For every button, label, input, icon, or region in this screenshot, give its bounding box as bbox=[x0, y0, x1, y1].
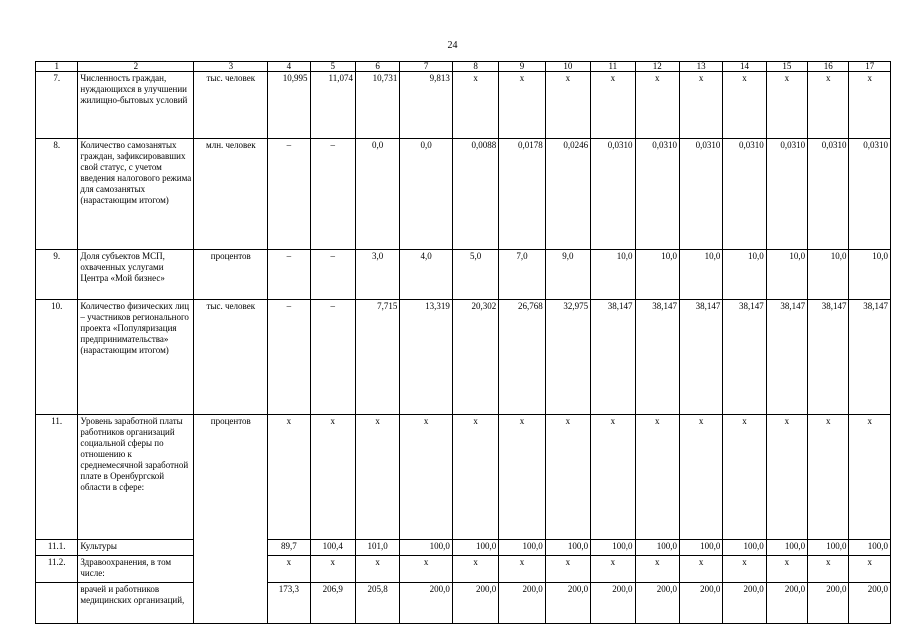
value-cell: 200,0 bbox=[591, 583, 635, 624]
value-cell: х bbox=[679, 556, 722, 583]
value-cell: 38,147 bbox=[679, 300, 722, 415]
value-cell: 38,147 bbox=[766, 300, 807, 415]
indicator-name: Доля субъектов МСП, охваченных услугами Центра «Мой бизнес» bbox=[78, 250, 194, 300]
header-cell: 11 bbox=[591, 62, 635, 72]
value-cell: 0,0310 bbox=[591, 139, 635, 250]
value-cell: 10,0 bbox=[808, 250, 849, 300]
value-cell: х bbox=[591, 72, 635, 139]
value-cell: – bbox=[310, 300, 355, 415]
value-cell: – bbox=[268, 250, 310, 300]
row-number: 9. bbox=[36, 250, 78, 300]
value-cell: 26,768 bbox=[499, 300, 545, 415]
value-cell: х bbox=[310, 415, 355, 540]
value-cell: х bbox=[268, 415, 310, 540]
table-row bbox=[36, 583, 891, 624]
value-cell: 0,0178 bbox=[499, 139, 545, 250]
value-cell: х bbox=[849, 556, 891, 583]
value-cell: 0,0310 bbox=[808, 139, 849, 250]
header-cell: 7 bbox=[400, 62, 452, 72]
indicator-name: Численность граждан, нуждающихся в улучшении жилищно-бытовых условий bbox=[78, 72, 194, 139]
header-cell: 13 bbox=[679, 62, 722, 72]
value-cell: 38,147 bbox=[808, 300, 849, 415]
value-cell: 100,0 bbox=[766, 540, 807, 556]
value-cell: х bbox=[766, 72, 807, 139]
value-cell: х bbox=[499, 556, 545, 583]
header-cell: 10 bbox=[545, 62, 590, 72]
value-cell: х bbox=[452, 556, 498, 583]
header-row bbox=[36, 62, 891, 72]
value-cell: х bbox=[723, 72, 766, 139]
value-cell: 100,0 bbox=[808, 540, 849, 556]
row-number: 11. bbox=[36, 415, 78, 540]
value-cell: х bbox=[545, 556, 590, 583]
value-cell: 38,147 bbox=[849, 300, 891, 415]
header-cell: 16 bbox=[808, 62, 849, 72]
value-cell: х bbox=[545, 72, 590, 139]
value-cell: х bbox=[723, 415, 766, 540]
value-cell: 13,319 bbox=[400, 300, 452, 415]
value-cell: х bbox=[766, 556, 807, 583]
value-cell: 100,0 bbox=[679, 540, 722, 556]
table-row bbox=[36, 300, 891, 415]
header-cell: 4 bbox=[268, 62, 310, 72]
row-number: 11.2. bbox=[36, 556, 78, 583]
value-cell: 200,0 bbox=[766, 583, 807, 624]
value-cell: х bbox=[808, 556, 849, 583]
value-cell: 100,4 bbox=[310, 540, 355, 556]
value-cell: 9,0 bbox=[545, 250, 590, 300]
row-number: 10. bbox=[36, 300, 78, 415]
value-cell: 7,0 bbox=[499, 250, 545, 300]
value-cell: 173,3 bbox=[268, 583, 310, 624]
value-cell: х bbox=[591, 556, 635, 583]
value-cell: 32,975 bbox=[545, 300, 590, 415]
value-cell: х bbox=[679, 415, 722, 540]
value-cell: 0,0310 bbox=[723, 139, 766, 250]
value-cell: 38,147 bbox=[591, 300, 635, 415]
value-cell: х bbox=[635, 415, 679, 540]
table-row bbox=[36, 139, 891, 250]
header-cell: 17 bbox=[849, 62, 891, 72]
header-cell: 12 bbox=[635, 62, 679, 72]
value-cell: х bbox=[452, 72, 498, 139]
value-cell: 4,0 bbox=[400, 250, 452, 300]
header-cell: 2 bbox=[78, 62, 194, 72]
value-cell: 200,0 bbox=[849, 583, 891, 624]
value-cell: 38,147 bbox=[635, 300, 679, 415]
value-cell: х bbox=[452, 415, 498, 540]
value-cell: х bbox=[310, 556, 355, 583]
value-cell: х bbox=[355, 556, 399, 583]
value-cell: х bbox=[545, 415, 590, 540]
value-cell: 100,0 bbox=[452, 540, 498, 556]
value-cell: 5,0 bbox=[452, 250, 498, 300]
table-row bbox=[36, 250, 891, 300]
value-cell: х bbox=[766, 415, 807, 540]
header-cell: 6 bbox=[355, 62, 399, 72]
value-cell: 200,0 bbox=[808, 583, 849, 624]
row-number: 8. bbox=[36, 139, 78, 250]
value-cell: 100,0 bbox=[400, 540, 452, 556]
value-cell: 10,0 bbox=[849, 250, 891, 300]
value-cell: х bbox=[849, 415, 891, 540]
header-cell: 3 bbox=[194, 62, 268, 72]
value-cell: х bbox=[400, 415, 452, 540]
value-cell: 100,0 bbox=[499, 540, 545, 556]
value-cell: 10,0 bbox=[766, 250, 807, 300]
value-cell: 100,0 bbox=[591, 540, 635, 556]
value-cell: х bbox=[268, 556, 310, 583]
value-cell: 200,0 bbox=[679, 583, 722, 624]
table-row bbox=[36, 415, 891, 540]
value-cell: – bbox=[310, 139, 355, 250]
header-cell: 1 bbox=[36, 62, 78, 72]
value-cell: х bbox=[635, 556, 679, 583]
value-cell: х bbox=[499, 72, 545, 139]
value-cell: 10,995 bbox=[268, 72, 310, 139]
value-cell: 0,0310 bbox=[679, 139, 722, 250]
value-cell: 10,0 bbox=[679, 250, 722, 300]
value-cell: х bbox=[400, 556, 452, 583]
unit-cell: процентов bbox=[194, 250, 268, 300]
value-cell: 0,0 bbox=[400, 139, 452, 250]
value-cell: х bbox=[849, 72, 891, 139]
unit-cell: млн. человек bbox=[194, 139, 268, 250]
value-cell: 205,8 bbox=[355, 583, 399, 624]
value-cell: 200,0 bbox=[723, 583, 766, 624]
indicators-table bbox=[35, 61, 891, 624]
indicator-name: Здравоохранения, в том числе: bbox=[78, 556, 194, 583]
value-cell: х bbox=[635, 72, 679, 139]
value-cell: 0,0088 bbox=[452, 139, 498, 250]
value-cell: 10,0 bbox=[635, 250, 679, 300]
unit-cell: тыс. человек bbox=[194, 72, 268, 139]
value-cell: 20,302 bbox=[452, 300, 498, 415]
value-cell: – bbox=[268, 300, 310, 415]
value-cell: 3,0 bbox=[355, 250, 399, 300]
value-cell: 100,0 bbox=[849, 540, 891, 556]
value-cell: 0,0310 bbox=[635, 139, 679, 250]
value-cell: х bbox=[808, 72, 849, 139]
value-cell: 206,9 bbox=[310, 583, 355, 624]
value-cell: 0,0310 bbox=[766, 139, 807, 250]
header-cell: 9 bbox=[499, 62, 545, 72]
value-cell: 10,0 bbox=[723, 250, 766, 300]
value-cell: 0,0310 bbox=[849, 139, 891, 250]
value-cell: 200,0 bbox=[499, 583, 545, 624]
value-cell: х bbox=[679, 72, 722, 139]
value-cell: – bbox=[310, 250, 355, 300]
value-cell: 0,0 bbox=[355, 139, 399, 250]
value-cell: х bbox=[591, 415, 635, 540]
value-cell: – bbox=[268, 139, 310, 250]
value-cell: 10,0 bbox=[591, 250, 635, 300]
value-cell: х bbox=[723, 556, 766, 583]
value-cell: 38,147 bbox=[723, 300, 766, 415]
value-cell: х bbox=[808, 415, 849, 540]
value-cell: х bbox=[355, 415, 399, 540]
row-number: 7. bbox=[36, 72, 78, 139]
value-cell: 0,0246 bbox=[545, 139, 590, 250]
value-cell: 10,731 bbox=[355, 72, 399, 139]
page-number: 24 bbox=[447, 40, 458, 51]
value-cell: 200,0 bbox=[400, 583, 452, 624]
value-cell: 100,0 bbox=[723, 540, 766, 556]
value-cell: 7,715 bbox=[355, 300, 399, 415]
value-cell: 9,813 bbox=[400, 72, 452, 139]
value-cell: 200,0 bbox=[452, 583, 498, 624]
value-cell: 200,0 bbox=[635, 583, 679, 624]
table-row bbox=[36, 540, 891, 556]
value-cell: 100,0 bbox=[635, 540, 679, 556]
row-number bbox=[36, 583, 78, 624]
indicator-name: Количество физических лиц – участников регионального проекта «Популяризация предпринимательства» (нарастающим итогом) bbox=[78, 300, 194, 415]
header-cell: 14 bbox=[723, 62, 766, 72]
header-cell: 5 bbox=[310, 62, 355, 72]
unit-cell: процентов bbox=[194, 415, 268, 624]
unit-cell: тыс. человек bbox=[194, 300, 268, 415]
row-number: 11.1. bbox=[36, 540, 78, 556]
value-cell: 11,074 bbox=[310, 72, 355, 139]
value-cell: 101,0 bbox=[355, 540, 399, 556]
value-cell: 100,0 bbox=[545, 540, 590, 556]
indicator-name: Культуры bbox=[78, 540, 194, 556]
header-cell: 8 bbox=[452, 62, 498, 72]
indicator-name: врачей и работников медицинских организаций, bbox=[78, 583, 194, 624]
indicator-name: Количество самозанятых граждан, зафиксировавших свой статус, с учетом введения налогового режима для самозанятых (нарастающим итогом) bbox=[78, 139, 194, 250]
indicator-name: Уровень заработной платы работников организаций социальной сферы по отношению к среднемесячной заработной плате в Оренбургской области в сфере: bbox=[78, 415, 194, 540]
value-cell: х bbox=[499, 415, 545, 540]
value-cell: 200,0 bbox=[545, 583, 590, 624]
header-cell: 15 bbox=[766, 62, 807, 72]
value-cell: 89,7 bbox=[268, 540, 310, 556]
table-row bbox=[36, 72, 891, 139]
table-row bbox=[36, 556, 891, 583]
